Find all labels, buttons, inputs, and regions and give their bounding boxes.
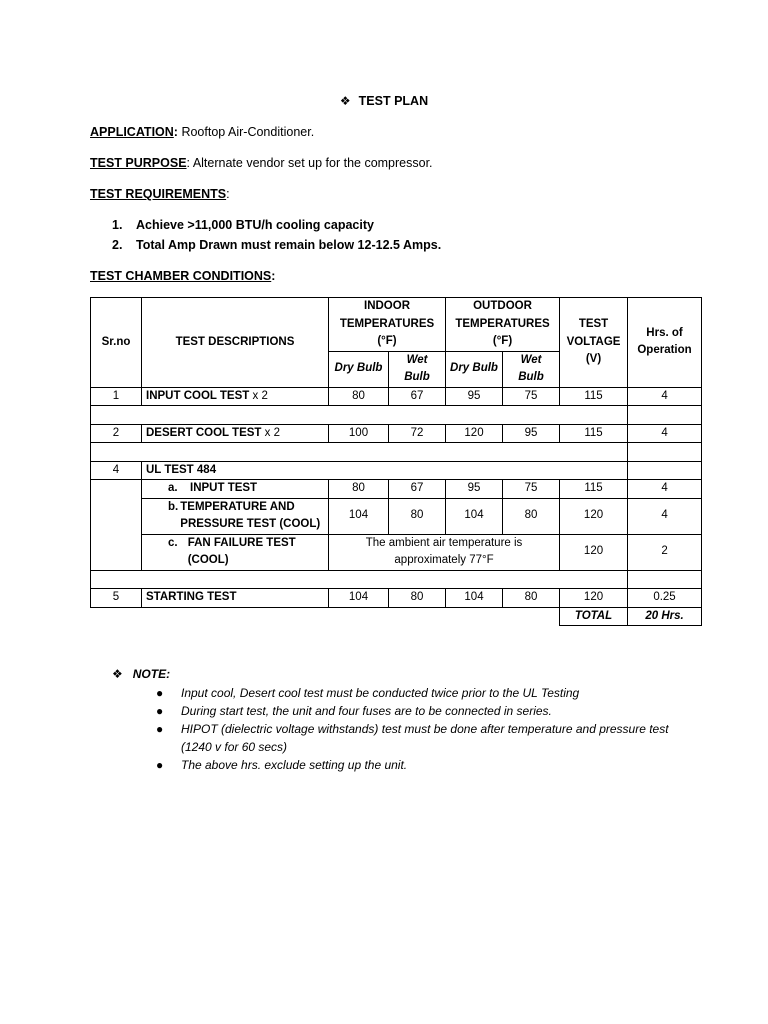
application-line: APPLICATION: Rooftop Air-Conditioner. [90,125,315,139]
requirement-item: 2. Total Amp Drawn must remain below 12-12.5 Amps. [112,238,442,252]
spacer-row [91,443,702,462]
header-hours: Hrs. of Operation [628,298,702,388]
purpose-value: Alternate vendor set up for the compressor. [192,156,433,170]
list-item: ● During start test, the unit and four fuses are to be connected in series. [156,704,552,718]
requirements-heading: TEST REQUIREMENTS: [90,187,230,201]
bullet-icon: ● [156,722,164,736]
bullet-icon: ● [156,704,164,718]
header-indoor-wet: Wet Bulb [389,351,446,387]
header-outdoor: OUTDOOR TEMPERATURES (°F) [446,298,560,352]
total-row [91,607,702,626]
bullet-icon: ● [156,758,164,772]
notes-list [156,684,686,774]
total-label: TOTAL [560,607,628,626]
header-outdoor-dry: Dry Bulb [446,351,503,387]
requirement-item: 1. Achieve >11,000 BTU/h cooling capacity [112,218,374,232]
header-outdoor-wet: Wet Bulb [503,351,560,387]
list-item: ● The above hrs. exclude setting up the unit. [156,758,408,772]
table-row: 2 DESERT COOL TEST x 2 100 72 120 95 115 4 [91,424,702,443]
application-value: Rooftop Air-Conditioner. [181,125,315,139]
test-conditions-table [90,297,702,626]
spacer-row [91,570,702,589]
table-row: 4 UL TEST 484 [91,461,702,480]
table-row: a. INPUT TEST 80 67 95 75 115 4 [91,480,702,499]
table-row: b. TEMPERATURE AND PRESSURE TEST (COOL) 104 80 104 80 120 4 [91,498,702,534]
table-header-row [91,298,702,352]
table-row: c. FAN FAILURE TEST (COOL) The ambient air temperature is approximately 77°F 120 2 [91,534,702,570]
header-voltage: TEST VOLTAGE (V) [560,298,628,388]
header-srno: Sr.no [91,298,142,388]
table-row: 5 STARTING TEST 104 80 104 80 120 0.25 [91,589,702,608]
purpose-label: TEST PURPOSE [90,156,187,170]
list-item: ● HIPOT (dielectric voltage withstands) test must be done after temperature and pressure test (1240 v for 60 secs) [156,722,669,754]
table-row: 1 INPUT COOL TEST x 2 80 67 95 75 115 4 [91,387,702,406]
total-value: 20 Hrs. [628,607,702,626]
purpose-line: TEST PURPOSE: Alternate vendor set up for the compressor. [90,156,433,170]
spacer-row [91,406,702,425]
requirements-label: TEST REQUIREMENTS [90,187,227,201]
application-label: APPLICATION [90,125,174,139]
header-indoor: INDOOR TEMPERATURES (°F) [329,298,446,352]
list-item: ● Input cool, Desert cool test must be conducted twice prior to the UL Testing [156,686,580,700]
header-indoor-dry: Dry Bulb [329,351,389,387]
diamond-bullet-icon: ❖ [112,667,123,681]
header-descriptions: TEST DESCRIPTIONS [142,298,329,388]
ambient-note-cell: The ambient air temperature is approximately 77°F [329,534,560,570]
chamber-heading: TEST CHAMBER CONDITIONS: [90,269,276,283]
bullet-icon: ● [156,686,164,700]
note-heading: ❖ NOTE: [112,667,171,681]
page-title: ❖ TEST PLAN [339,94,429,108]
chamber-label: TEST CHAMBER CONDITIONS [90,269,272,283]
diamond-bullet-icon: ❖ [339,94,351,108]
